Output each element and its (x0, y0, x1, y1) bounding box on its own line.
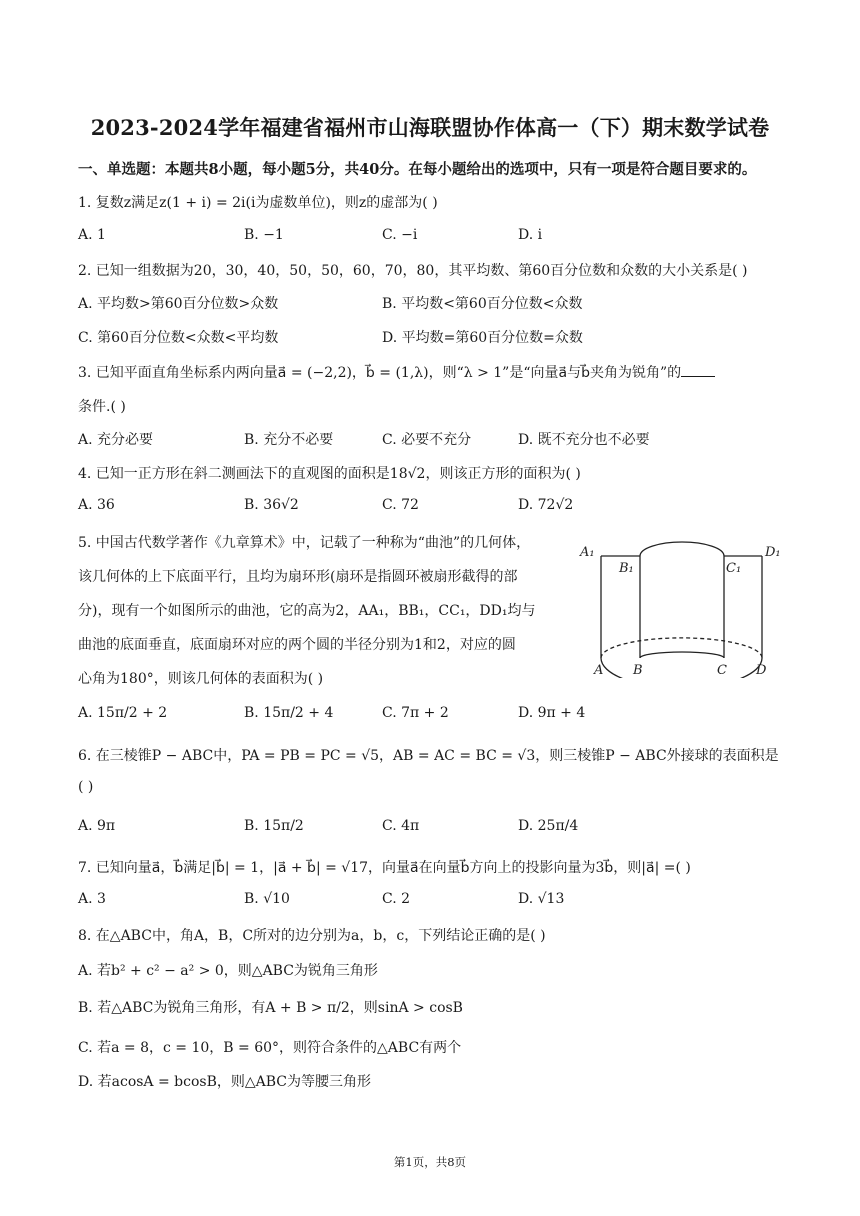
q3-option-b: B. 充分不必要 (244, 432, 334, 448)
q3-stem-continued: 条件.( ) (78, 399, 126, 415)
q3-option-c: C. 必要不充分 (382, 432, 472, 448)
q1-option-d: D. i (518, 227, 543, 243)
label-c1: C₁ (726, 561, 742, 576)
q5-stem-line-4: 曲池的底面垂直，底面扇环对应的两个圆的半径分别为1和2，对应的圆 (78, 637, 516, 653)
q2-stem: 2. 已知一组数据为20，30，40，50，50，60，70，80，其平均数、第60百分位数和众数的大小关系是( ) (78, 263, 748, 279)
label-a1: A₁ (580, 545, 595, 560)
q3-stem (78, 362, 715, 382)
q8-option-c: C. 若a = 8，c = 10，B = 60°，则符合条件的△ABC有两个 (78, 1040, 462, 1056)
q5-option-c: C. 7π + 2 (382, 705, 449, 721)
q5-option-d: D. 9π + 4 (518, 705, 586, 721)
label-d1: D₁ (765, 545, 781, 560)
q5-stem-line-5: 心角为180°，则该几何体的表面积为( ) (78, 671, 324, 687)
q7-option-b: B. √10 (244, 891, 290, 907)
q4-option-d: D. 72√2 (518, 497, 574, 513)
q5-stem-line-1: 5. 中国古代数学著作《九章算术》中，记载了一种称为“曲池”的几何体， (78, 535, 531, 551)
q7-option-a: A. 3 (78, 891, 106, 907)
q8-stem: 8. 在△ABC中，角A，B，C所对的边分别为a，b，c，下列结论正确的是( ) (78, 928, 546, 944)
q5-stem-line-2: 该几何体的上下底面平行，且均为扇环形(扇环是指圆环被扇形截得的部 (78, 569, 518, 585)
bottom-outer-arc (601, 658, 762, 678)
answer-blank (681, 364, 715, 377)
q4-stem: 4. 已知一正方形在斜二测画法下的直观图的面积是18√2，则该正方形的面积为( ) (78, 466, 581, 482)
q2-option-c: C. 第60百分位数<众数<平均数 (78, 330, 279, 346)
q5-stem-line-3: 分)，现有一个如图所示的曲池，它的高为2，AA₁，BB₁，CC₁，DD₁均与 (78, 603, 536, 619)
q6-stem-continued: ( ) (78, 779, 94, 795)
q1-option-a: A. 1 (78, 227, 106, 243)
q7-stem: 7. 已知向量a⃗，b⃗满足|b⃗| = 1，|a⃗ + b⃗| = √17，向量a⃗在向量b⃗方向上的投影向量为3b⃗，则|a⃗| =( ) (78, 860, 691, 876)
q4-option-c: C. 72 (382, 497, 419, 513)
q6-option-b: B. 15π/2 (244, 818, 304, 834)
q7-option-d: D. √13 (518, 891, 565, 907)
q8-option-b: B. 若△ABC为锐角三角形，有A + B > π/2，则sinA > cosB (78, 1000, 463, 1016)
q8-option-a: A. 若b² + c² − a² > 0，则△ABC为锐角三角形 (78, 963, 378, 979)
label-b: B (633, 663, 643, 678)
q1-option-c: C. −i (382, 227, 418, 243)
hidden-outer-arc (601, 638, 762, 658)
q3-option-d: D. 既不充分也不必要 (518, 432, 650, 448)
q7-option-c: C. 2 (382, 891, 411, 907)
q2-option-a: A. 平均数>第60百分位数>众数 (78, 296, 279, 312)
page-footer: 第1页，共8页 (393, 1155, 467, 1169)
q5-option-a: A. 15π/2 + 2 (78, 705, 168, 721)
q2-option-d: D. 平均数=第60百分位数=众数 (382, 330, 583, 346)
q4-option-a: A. 36 (78, 497, 115, 513)
q4-option-b: B. 36√2 (244, 497, 299, 513)
q5-option-b: B. 15π/2 + 4 (244, 705, 334, 721)
label-c: C (717, 663, 727, 678)
label-b1: B₁ (619, 561, 634, 576)
q3-stem-text: 3. 已知平面直角坐标系内两向量a⃗ = (−2,2)，b⃗ = (1,λ)，则“λ > 1”是“向量a⃗与b⃗夹角为锐角”的 (78, 365, 682, 381)
q6-option-d: D. 25π/4 (518, 818, 579, 834)
q6-option-a: A. 9π (78, 818, 116, 834)
q6-option-c: C. 4π (382, 818, 420, 834)
label-d: D (756, 663, 767, 678)
q2-option-b: B. 平均数<第60百分位数<众数 (382, 296, 583, 312)
bottom-inner-arc (640, 652, 724, 658)
q6-stem: 6. 在三棱锥P − ABC中，PA = PB = PC = √5，AB = AC = BC = √3，则三棱锥P − ABC外接球的表面积是 (78, 748, 779, 764)
q8-option-d: D. 若acosA = bcosB，则△ABC为等腰三角形 (78, 1074, 372, 1090)
curved-pool-figure (576, 538, 782, 678)
q1-stem: 1. 复数z满足z(1 + i) = 2i(i为虚数单位)，则z的虚部为( ) (78, 195, 438, 211)
label-a: A (594, 663, 604, 678)
exam-title: 2023-2024学年福建省福州市山海联盟协作体高一（下）期末数学试卷 (90, 115, 770, 140)
section-heading: 一、单选题：本题共8小题，每小题5分，共40分。在每小题给出的选项中，只有一项是符合题目要求的。 (78, 161, 757, 178)
q3-option-a: A. 充分必要 (78, 432, 154, 448)
top-inner-arc (640, 542, 724, 556)
q1-option-b: B. −1 (244, 227, 284, 243)
